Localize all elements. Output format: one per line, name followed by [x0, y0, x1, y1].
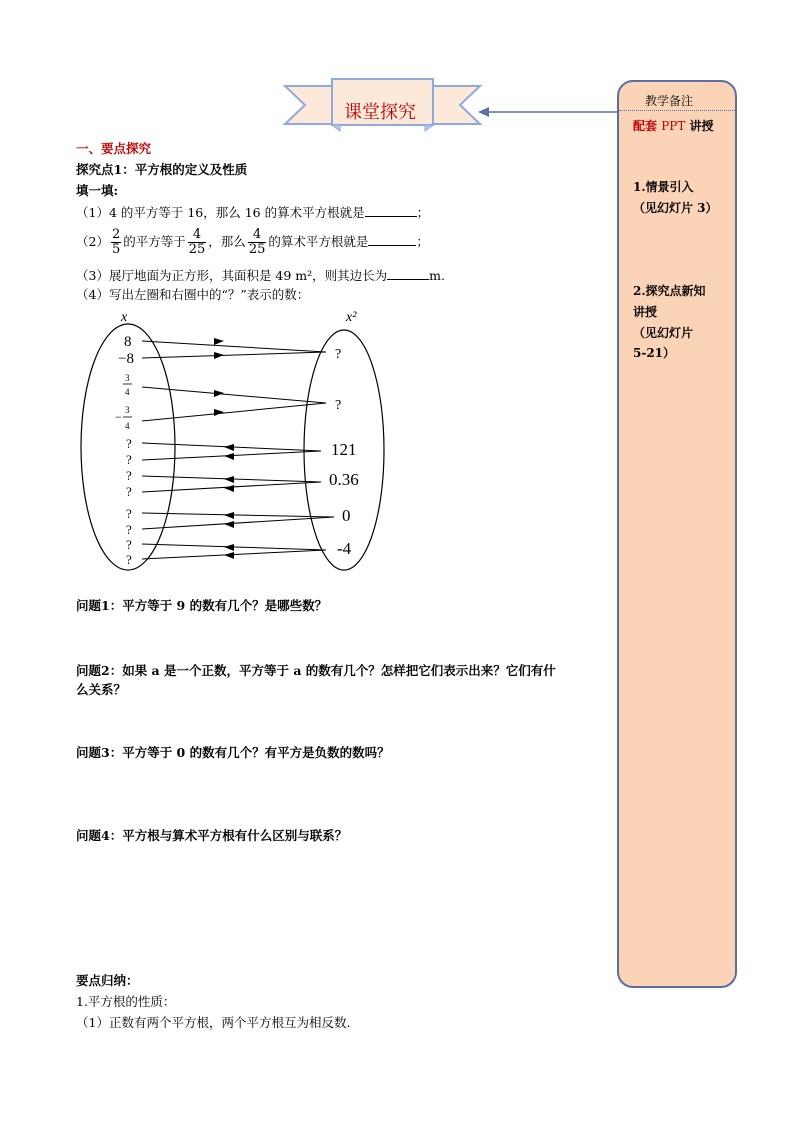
- left-unknown: ?: [126, 484, 132, 499]
- notes-divider: [619, 110, 735, 111]
- question-1: 问题1：平方等于 9 的数有几个？是哪些数？: [76, 598, 328, 613]
- fraction: [111, 228, 121, 257]
- left-fraction-num: 3: [125, 373, 130, 383]
- note-1-line1: 1.情景引入: [633, 180, 694, 194]
- fill-item-2-prefix: （2）: [76, 234, 109, 249]
- fraction: [188, 228, 207, 257]
- fraction-denominator: 25: [188, 242, 206, 257]
- fill-item-1-end: ；: [416, 205, 430, 220]
- note-2-line4: 5-21）: [633, 346, 676, 360]
- note-2-line3: （见幻灯片: [633, 326, 694, 340]
- fill-item-3-text: （3）展厅地面为正方形，其面积是 49 m²，则其边长为: [76, 268, 388, 283]
- fill-item-3: [76, 267, 445, 284]
- notes-ppt: [633, 117, 714, 134]
- left-unknown: ?: [126, 436, 132, 451]
- right-set-label: x²: [346, 310, 357, 325]
- left-fraction-den: 4: [125, 387, 130, 397]
- right-value: 121: [331, 440, 357, 459]
- left-value: −8: [118, 351, 134, 367]
- note-2-line2: 讲授: [633, 305, 658, 319]
- fill-item-2-text: ，那么: [208, 234, 246, 249]
- notes-ppt-prefix: 配套: [633, 119, 662, 133]
- fill-item-3-end: m.: [429, 268, 445, 283]
- right-value: 0: [342, 506, 351, 525]
- right-value: -4: [337, 539, 352, 558]
- fill-item-2-text: 的平方等于: [123, 234, 186, 249]
- left-unknown: ?: [126, 522, 132, 537]
- section-heading: 一、要点探究: [76, 141, 152, 156]
- notes-ppt-suffix: 讲授: [685, 119, 714, 133]
- question-2-line2: 么关系？: [76, 682, 127, 697]
- right-value: ?: [335, 347, 342, 362]
- summary-title: 要点归纳：: [76, 973, 139, 988]
- fill-item-1-text: （1）4 的平方等于 16，那么 16 的算术平方根就是: [76, 205, 365, 220]
- fill-item-4: （4）写出左圈和右圈中的“？”表示的数：: [76, 287, 310, 302]
- fill-item-1: [76, 204, 429, 221]
- mapping-diagram: [76, 305, 396, 575]
- fraction-numerator: 4: [248, 228, 267, 243]
- answer-blank[interactable]: [387, 267, 429, 280]
- teaching-notes-panel: [617, 80, 737, 988]
- fraction: [248, 228, 267, 257]
- note-2-line1: 2.探究点新知: [633, 284, 706, 298]
- left-unknown: ?: [126, 537, 132, 552]
- left-unknown: ?: [126, 468, 132, 483]
- banner-title: 课堂探究: [344, 102, 416, 123]
- notes-ppt-red: PPT: [661, 119, 686, 133]
- fill-item-2: [76, 222, 429, 262]
- left-neg-sign: −: [115, 410, 122, 424]
- answer-blank[interactable]: [365, 204, 417, 217]
- left-fraction-num: 3: [125, 405, 130, 415]
- fraction-denominator: 25: [248, 242, 266, 257]
- point-title: 探究点1：平方根的定义及性质: [76, 162, 248, 177]
- right-value: ?: [335, 398, 342, 413]
- left-unknown: ?: [126, 506, 132, 521]
- note-1-line2: （见幻灯片 3）: [633, 201, 718, 215]
- summary-line-1: 1.平方根的性质：: [76, 994, 176, 1009]
- fill-item-2-text: 的算术平方根就是: [268, 234, 369, 249]
- fraction-denominator: 5: [111, 242, 121, 257]
- fill-item-2-end: ；: [416, 234, 429, 249]
- pointer-arrow: [478, 104, 623, 120]
- fraction-numerator: 2: [111, 227, 121, 242]
- notes-title: 教学备注: [645, 94, 694, 108]
- left-value: 8: [124, 334, 132, 350]
- summary-line-2: （1）正数有两个平方根，两个平方根互为相反数.: [76, 1015, 351, 1030]
- fill-label: 填一填:: [76, 183, 119, 198]
- question-4: 问题4：平方根与算术平方根有什么区别与联系？: [76, 828, 348, 843]
- question-3: 问题3：平方等于 0 的数有几个？有平方是负数的数吗？: [76, 745, 390, 760]
- left-fraction-den: 4: [125, 421, 130, 431]
- left-unknown: ?: [126, 452, 132, 467]
- left-set-label: x: [121, 310, 128, 325]
- answer-blank[interactable]: [368, 233, 416, 246]
- right-value: 0.36: [329, 470, 359, 489]
- fraction-numerator: 4: [188, 228, 207, 243]
- question-2-line1: 问题2：如果 a 是一个正数，平方等于 a 的数有几个？怎样把它们表示出来？它们有什: [76, 663, 556, 678]
- left-unknown: ?: [126, 552, 132, 567]
